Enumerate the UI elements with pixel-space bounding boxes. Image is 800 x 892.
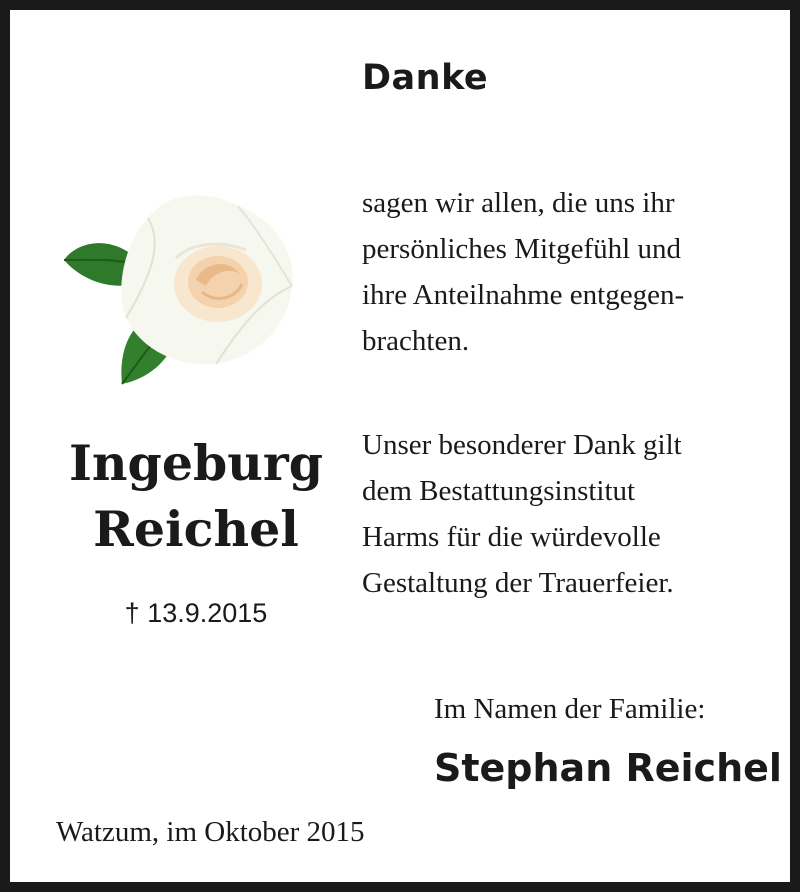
signer-name: Stephan Reichel [434, 746, 782, 790]
special-thanks-paragraph [362, 422, 682, 606]
special-thanks-line: dem Bestattungsinstitut [362, 475, 636, 507]
thanks-paragraph [362, 180, 684, 364]
special-thanks-line: Gestaltung der Trauerfeier. [362, 567, 674, 599]
special-thanks-line: Unser besonderer Dank gilt [362, 429, 682, 461]
thanks-line: brachten. [362, 325, 470, 357]
deceased-first-name: Ingeburg [69, 434, 323, 492]
family-label: Im Namen der Familie: [434, 693, 706, 725]
deceased-last-name: Reichel [93, 500, 299, 558]
heading: Danke [362, 58, 489, 98]
thanks-line: persönliches Mitgefühl und [362, 233, 681, 265]
deceased-name [50, 430, 342, 562]
special-thanks-line: Harms für die würdevolle [362, 521, 661, 553]
death-date: † 13.9.2015 [124, 598, 268, 628]
rose-icon [56, 188, 306, 388]
thanks-line: ihre Anteilnahme entgegen- [362, 279, 685, 311]
place-date: Watzum, im Oktober 2015 [56, 816, 365, 848]
thanks-line: sagen wir allen, die uns ihr [362, 187, 675, 219]
